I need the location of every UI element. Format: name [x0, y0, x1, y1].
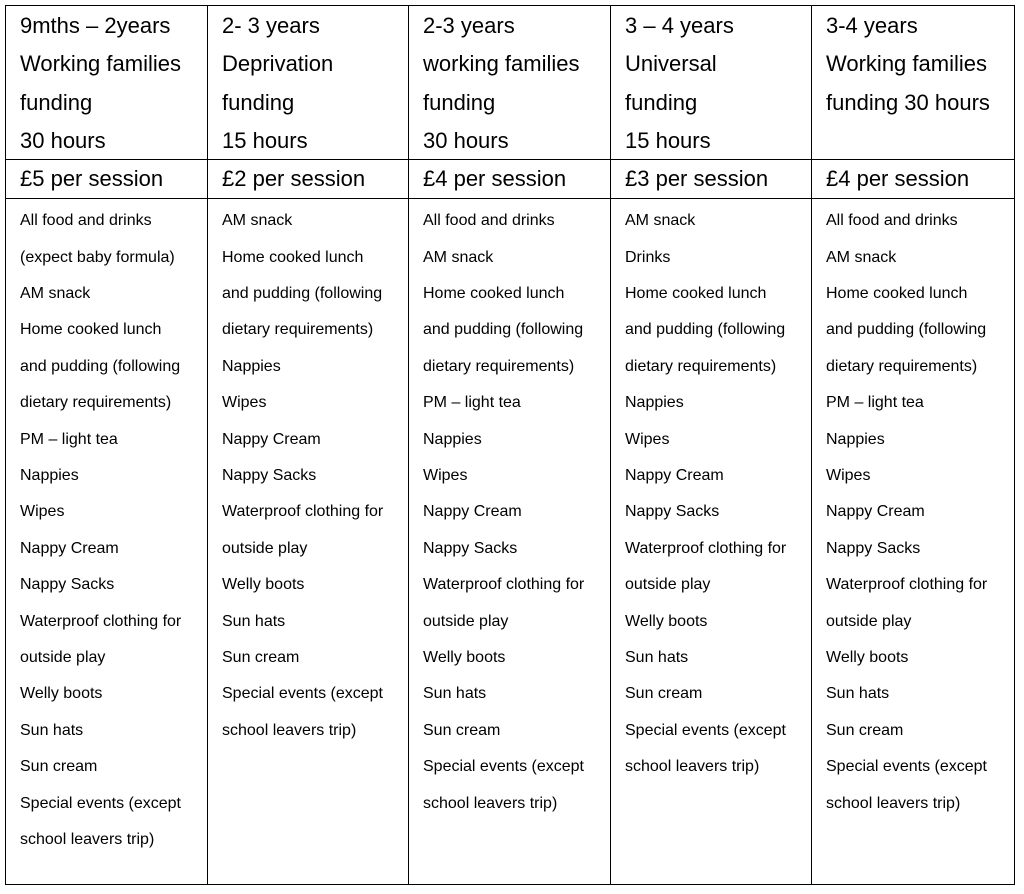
list-item: Waterproof clothing for: [423, 576, 585, 594]
list-item: Welly boots: [826, 649, 909, 667]
list-item: AM snack: [625, 212, 696, 230]
list-item: Special events (except: [826, 758, 987, 776]
list-item: Welly boots: [625, 612, 708, 630]
list-item: Home cooked lunch: [625, 285, 767, 302]
list-item: All food and drinks: [423, 212, 555, 230]
list-item: Home cooked lunch: [20, 321, 162, 339]
list-item: Nappies: [423, 430, 482, 448]
header-line: 2- 3 years: [222, 13, 320, 38]
list-item: Nappy Cream: [20, 539, 119, 557]
price-cell: [409, 160, 611, 199]
list-item: school leavers trip): [20, 831, 155, 849]
header-line: 9mths – 2years: [20, 13, 171, 38]
list-item: Home cooked lunch: [222, 248, 364, 266]
items-cell: [611, 199, 812, 885]
header-line: Working families: [20, 51, 181, 77]
list-item: Sun cream: [423, 721, 501, 739]
list-item: AM snack: [20, 285, 91, 302]
header-line: 30 hours: [423, 127, 509, 153]
list-item: dietary requirements): [20, 394, 172, 412]
list-item: Nappies: [826, 430, 885, 448]
list-item: Wipes: [625, 430, 670, 448]
header-cell-3-4y-universal: [611, 6, 812, 160]
list-item: Nappies: [20, 467, 79, 485]
list-item: Sun cream: [20, 758, 98, 776]
list-item: Wipes: [222, 394, 267, 412]
list-item: All food and drinks: [826, 212, 958, 230]
price-text: £5 per session: [20, 166, 164, 192]
price-text: £4 per session: [826, 166, 970, 192]
list-item: dietary requirements): [222, 321, 374, 339]
item-list: [20, 199, 207, 858]
list-item: Nappy Sacks: [423, 539, 518, 557]
header-line: funding: [222, 89, 295, 115]
header-line: Universal: [625, 51, 717, 77]
list-item: Waterproof clothing for: [222, 503, 384, 521]
list-item: dietary requirements): [625, 357, 777, 375]
list-item: Nappy Sacks: [20, 576, 115, 594]
list-item: Wipes: [826, 467, 871, 485]
list-item: Sun cream: [222, 649, 300, 667]
list-item: Sun hats: [20, 721, 84, 739]
list-item: Special events (except: [20, 794, 181, 812]
list-item: Waterproof clothing for: [625, 539, 787, 557]
list-item: Nappies: [625, 394, 684, 412]
list-item: PM – light tea: [20, 430, 118, 448]
list-item: AM snack: [826, 248, 897, 266]
list-item: dietary requirements): [826, 357, 978, 375]
list-item: PM – light tea: [826, 394, 924, 412]
list-item: dietary requirements): [423, 357, 575, 375]
header-line: 3-4 years: [826, 13, 918, 38]
header-line: 3 – 4 years: [625, 13, 734, 38]
list-item: PM – light tea: [423, 394, 521, 412]
header-line: funding: [20, 89, 93, 115]
list-item: and pudding (following: [20, 357, 181, 375]
list-item: Home cooked lunch: [423, 285, 565, 302]
list-item: Nappy Cream: [222, 430, 321, 448]
list-item: Nappy Sacks: [625, 503, 720, 521]
items-cell: [812, 199, 1015, 885]
list-item: and pudding (following: [423, 321, 584, 339]
list-item: All food and drinks: [20, 212, 152, 230]
header-cell-2-3y-deprivation: [208, 6, 409, 160]
header-cell-2-3y-working: [409, 6, 611, 160]
list-item: Sun hats: [826, 685, 890, 703]
list-item: Nappy Cream: [826, 503, 925, 521]
header-line: working families: [423, 51, 580, 77]
list-item: Special events (except: [625, 721, 786, 739]
item-list: [826, 199, 1014, 822]
header-line: 15 hours: [222, 127, 308, 153]
list-item: Sun cream: [625, 685, 703, 703]
list-item: Nappies: [222, 357, 281, 375]
price-text: £4 per session: [423, 166, 567, 192]
funding-table: [5, 5, 1015, 885]
list-item: school leavers trip): [423, 794, 558, 812]
header-cell-3-4y-working: [812, 6, 1015, 160]
price-cell: [812, 160, 1015, 199]
list-item: Nappy Sacks: [826, 539, 921, 557]
list-item: Welly boots: [20, 685, 103, 703]
list-item: outside play: [222, 539, 308, 557]
item-list: [625, 199, 811, 786]
list-item: outside play: [423, 612, 509, 630]
list-item: Nappy Cream: [423, 503, 522, 521]
header-line: funding: [423, 89, 496, 115]
list-item: and pudding (following: [625, 321, 786, 339]
list-item: Waterproof clothing for: [20, 612, 182, 630]
list-item: Special events (except: [222, 685, 383, 703]
header-cell-9m-2y: [6, 6, 208, 160]
price-cell: [6, 160, 208, 199]
header-line: Deprivation: [222, 51, 334, 77]
items-row: [6, 199, 1015, 885]
item-list: [222, 199, 408, 749]
list-item: and pudding (following: [222, 285, 383, 302]
list-item: Nappy Sacks: [222, 467, 317, 485]
list-item: Home cooked lunch: [826, 285, 968, 302]
list-item: (expect baby formula): [20, 248, 175, 266]
list-item: outside play: [20, 649, 106, 667]
list-item: Wipes: [20, 503, 65, 521]
list-item: Special events (except: [423, 758, 584, 776]
items-cell: [6, 199, 208, 885]
list-item: and pudding (following: [826, 321, 987, 339]
list-item: Waterproof clothing for: [826, 576, 988, 594]
list-item: outside play: [625, 576, 711, 594]
price-cell: [611, 160, 812, 199]
price-cell: [208, 160, 409, 199]
list-item: Wipes: [423, 467, 468, 485]
items-cell: [208, 199, 409, 885]
price-text: £2 per session: [222, 166, 366, 192]
header-line: funding 30 hours: [826, 89, 990, 115]
list-item: school leavers trip): [625, 758, 760, 776]
list-item: Sun hats: [222, 612, 286, 630]
list-item: Welly boots: [423, 649, 506, 667]
header-line: funding: [625, 89, 698, 115]
header-line: Working families: [826, 51, 987, 77]
list-item: school leavers trip): [826, 794, 961, 812]
list-item: outside play: [826, 612, 912, 630]
list-item: school leavers trip): [222, 721, 357, 739]
item-list: [423, 199, 610, 822]
list-item: Sun cream: [826, 721, 904, 739]
list-item: Drinks: [625, 248, 671, 266]
list-item: AM snack: [423, 248, 494, 266]
list-item: AM snack: [222, 212, 293, 230]
price-row: [6, 160, 1015, 199]
header-line: 30 hours: [20, 127, 106, 153]
list-item: Sun hats: [625, 649, 689, 667]
list-item: Nappy Cream: [625, 467, 724, 485]
header-line: 2-3 years: [423, 13, 515, 38]
list-item: Welly boots: [222, 576, 305, 594]
list-item: Sun hats: [423, 685, 487, 703]
header-line: 15 hours: [625, 127, 711, 153]
price-text: £3 per session: [625, 166, 769, 192]
header-row: [6, 6, 1015, 160]
items-cell: [409, 199, 611, 885]
